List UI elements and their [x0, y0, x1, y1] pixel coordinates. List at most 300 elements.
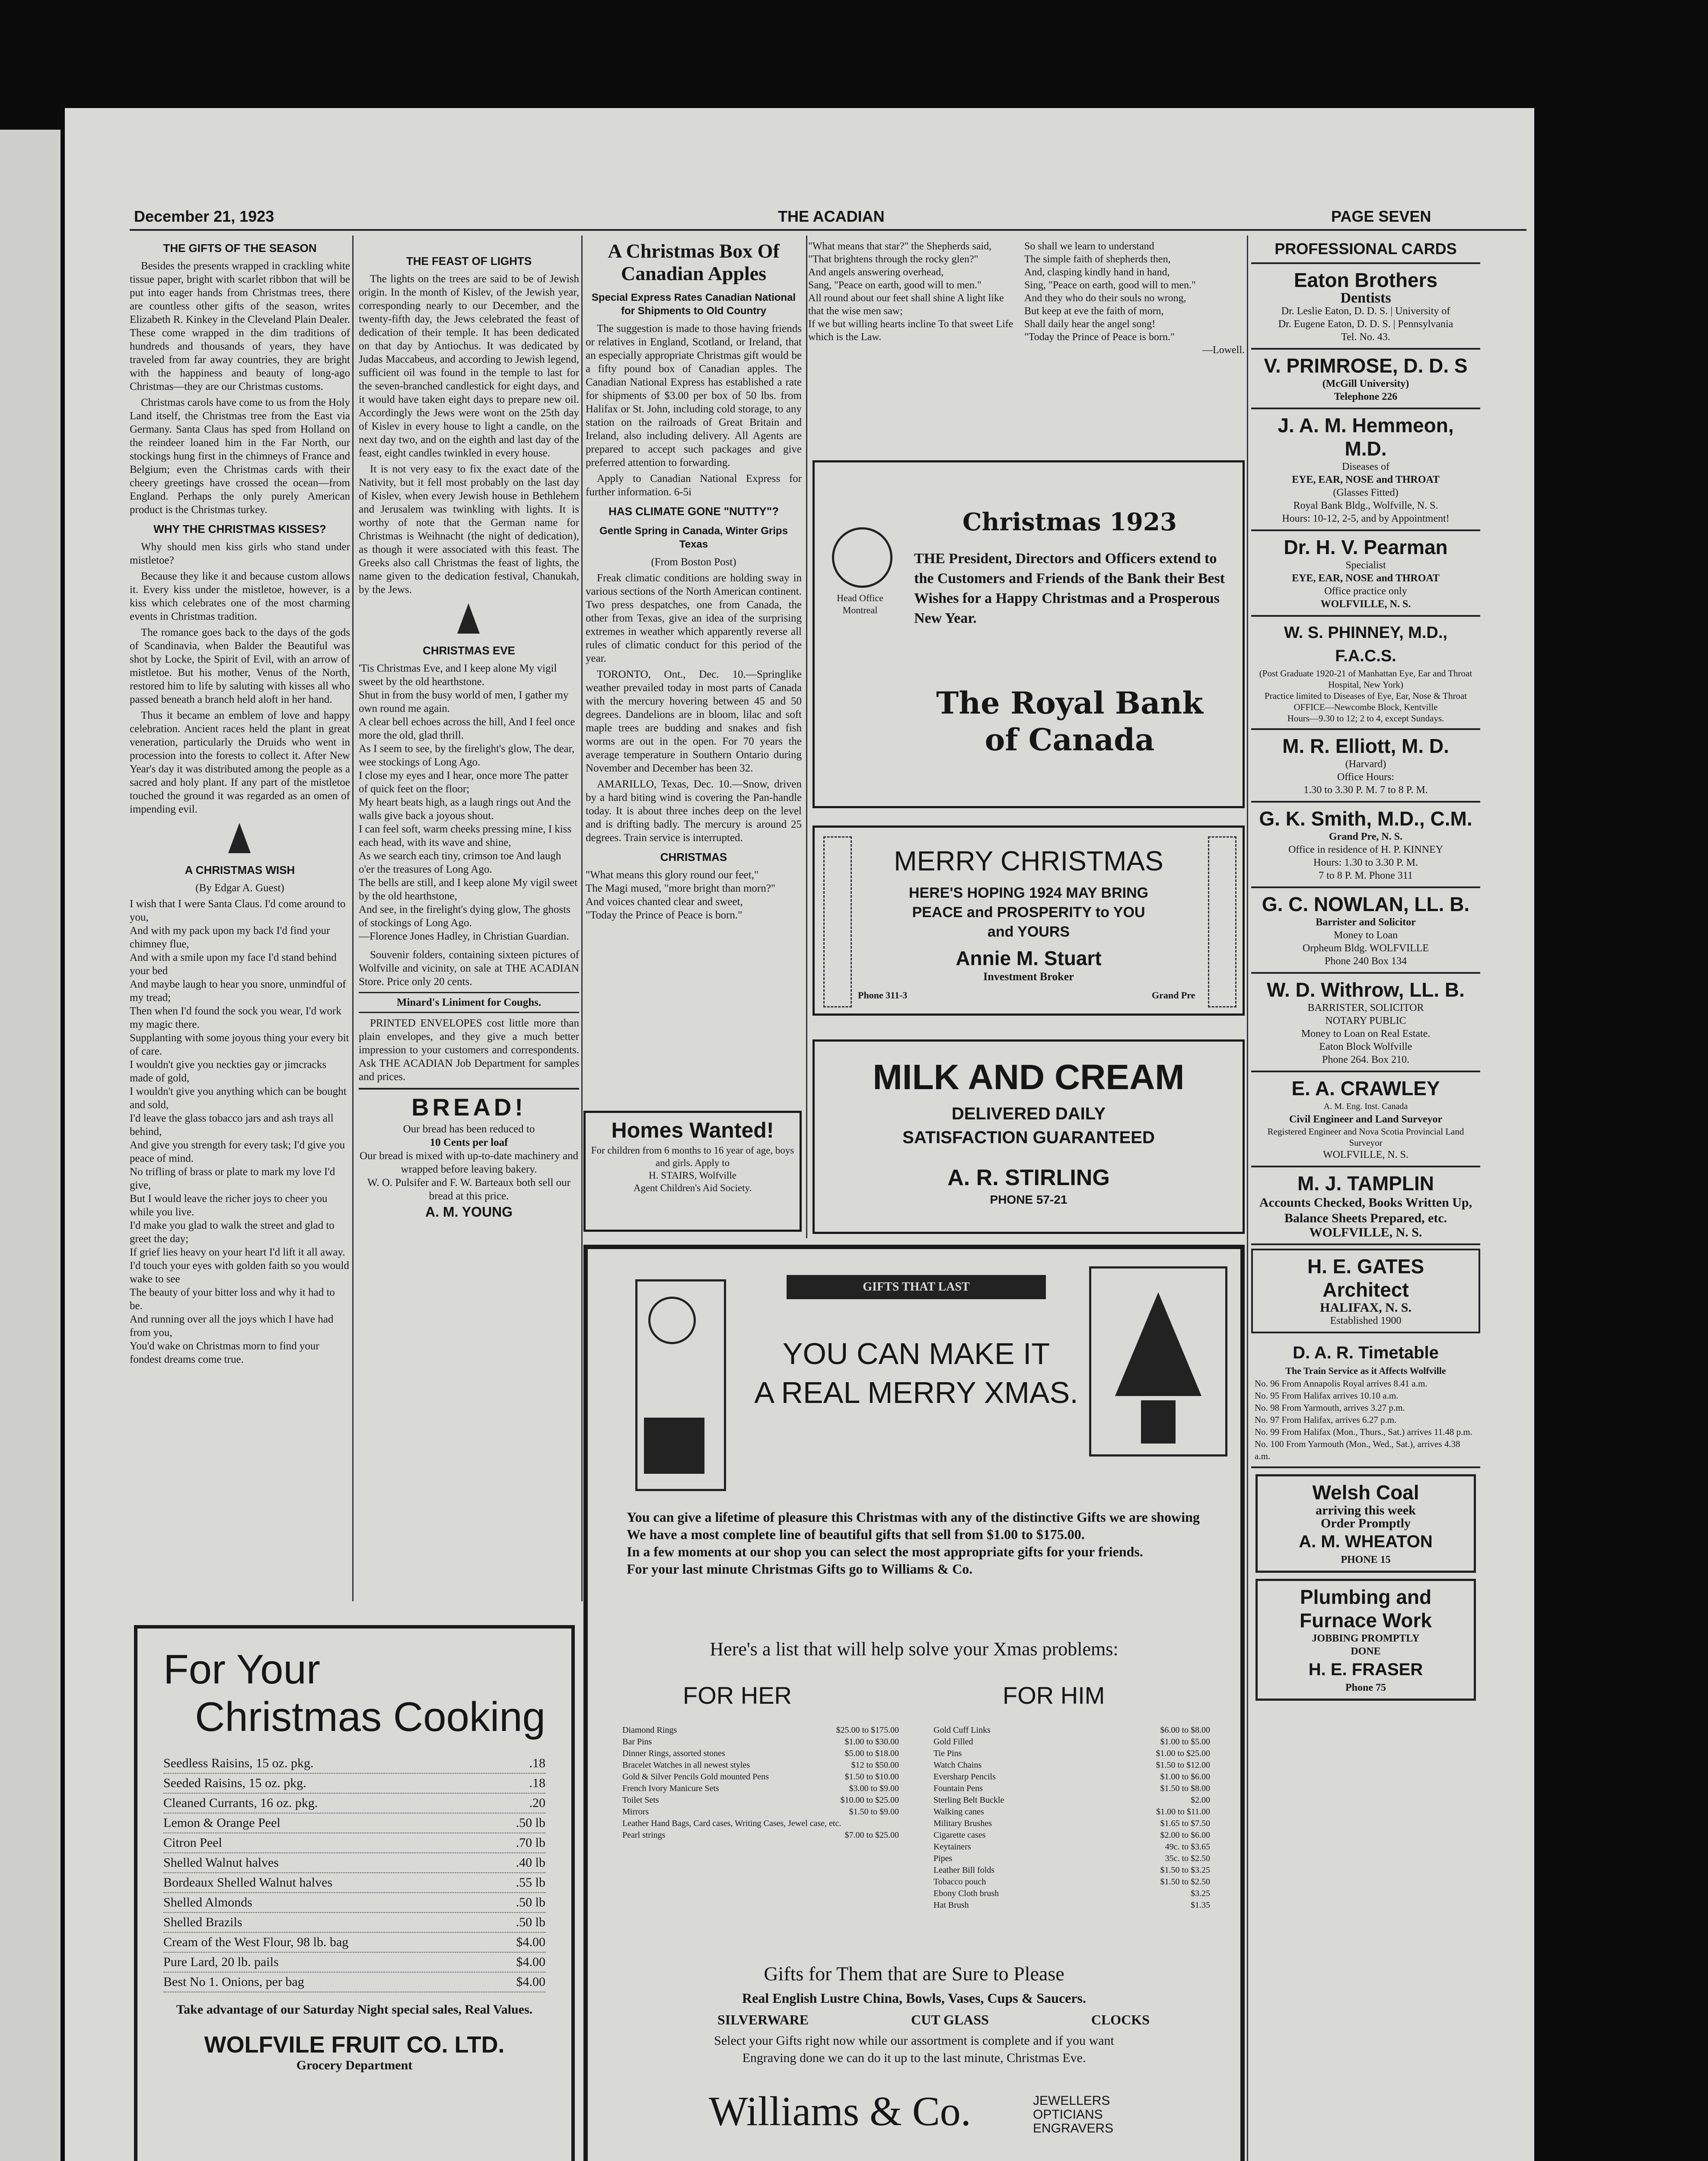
- tree-ornament-2: [359, 599, 579, 638]
- poem-line: And angels answering overhead,: [808, 267, 944, 278]
- price-row: [622, 1783, 899, 1794]
- milk-ad: [813, 1039, 1245, 1234]
- williams-china: Real English Lustre China, Bowls, Vases, Cups & Saucers.: [742, 1990, 1086, 2006]
- feast-p1: The lights on the trees are said to be of Jewish origin. In the month of Kislev, of the Jewish year, corresponding nearly to our December, and the twenty-fifth day, the Jews celebrated the feast of dedication of their temple. It has been dedicated on that day by Antiochus. It was dedicated by Judas Maccabeus, and according to Jewish legend, sufficient oil was found in the temple to last for the seven-branched candlestick for eight days, and it would have taken eight days to prepare new oil. Accordingly the Jews were wont on the 25th day of Kislev in every house to light a candle, on the next day two, and on the eighth and last day of the feast, eight candles twinkled in every house.: [359, 273, 579, 459]
- card-subtitle: Specialist: [1345, 560, 1386, 571]
- wish-title: A CHRISTMAS WISH: [185, 864, 295, 877]
- card-line: Office in residence of H. P. KINNEY: [1288, 844, 1444, 855]
- price-row: [163, 1754, 545, 1774]
- price-row: [163, 1774, 545, 1794]
- holly-border-right: [1208, 836, 1236, 1007]
- item-price: 49c. to $3.65: [1165, 1842, 1210, 1852]
- apples-title: A Christmas Box Of Canadian Apples: [608, 240, 780, 284]
- christmas-poem: [586, 868, 802, 922]
- poem-line: You'd wake on Christmas morn to find your fondest dreams come true.: [130, 1340, 319, 1365]
- item-name: Citron Peel: [163, 1836, 222, 1850]
- price-row: [163, 1873, 545, 1893]
- climate-title: HAS CLIMATE GONE "NUTTY"?: [609, 505, 779, 518]
- item-name: Fountain Pens: [934, 1784, 983, 1793]
- bank-greeting-title: Christmas 1923: [962, 508, 1177, 536]
- card-subtitle: Architect: [1322, 1278, 1409, 1301]
- poem-line: The beauty of your bitter loss and why it had to be.: [130, 1287, 335, 1312]
- item-name: Dinner Rings, assorted stones: [622, 1749, 725, 1758]
- price-row: [934, 1900, 1210, 1911]
- poem-line: And voices chanted clear and sweet,: [586, 896, 743, 908]
- poem-line: And with a smile upon my face I'd stand behind your bed: [130, 952, 337, 977]
- card-pearman: [1251, 531, 1480, 617]
- item-price: $4.00: [516, 1935, 545, 1949]
- card-name: D. A. R. Timetable: [1293, 1343, 1439, 1362]
- card-subtitle: Diseases of: [1342, 461, 1389, 472]
- timetable-row: No. 95 From Halifax arrives 10.10 a.m.: [1255, 1390, 1399, 1401]
- timetable-row: No. 96 From Annapolis Royal arrives 8.41 a.m.: [1255, 1378, 1428, 1389]
- feast-p2: It is not very easy to fix the exact date of the Nativity, but it fell most probably on the last day of Kislev, when every Jewish house in Bethlehem and Jerusalem was twinkling with lights. It is worthy of note that the German name for Christmas is Weihnacht (the night of dedication), as though it were associated with this feast. The Greeks also call Christmas the feast of lights, the name given to the dedication festival, Chanukah, by the Jews.: [359, 463, 579, 596]
- milk-line2: SATISFACTION GUARANTEED: [902, 1128, 1155, 1147]
- price-row: [934, 1876, 1210, 1888]
- price-row: [934, 1759, 1210, 1771]
- card-subtitle: Accounts Checked, Books Written Up, Balance Sheets Prepared, etc.: [1259, 1195, 1472, 1225]
- item-price: $1.00 to $6.00: [1160, 1772, 1210, 1782]
- item-price: .70 lb: [516, 1836, 545, 1850]
- item-name: Cigarette cases: [934, 1830, 986, 1840]
- williams-intro: [627, 1508, 1206, 1578]
- item-name: Best No 1. Onions, per bag: [163, 1975, 304, 1989]
- poem-line: My heart beats high, as a laugh rings out And the walls give back a joyous shout.: [359, 797, 571, 822]
- card-line: Established 1900: [1330, 1315, 1402, 1326]
- card-timetable: [1251, 1337, 1480, 1468]
- item-price: $1.50 to $10.00: [844, 1772, 899, 1782]
- item-price: .50 lb: [516, 1895, 545, 1909]
- category-label: CUT GLASS: [911, 2012, 989, 2027]
- poem-line: I'd leave the glass tobacco jars and ash trays all behind,: [130, 1112, 334, 1138]
- homes-contact: H. STAIRS, Wolfville: [649, 1170, 736, 1181]
- card-line: Dr. Eugene Eaton, D. D. S. | Pennsylvania: [1278, 319, 1453, 330]
- price-row: [163, 1973, 545, 1992]
- item-price: $1.50 to $3.25: [1160, 1865, 1210, 1875]
- williams-sure: Gifts for Them that are Sure to Please: [764, 1963, 1064, 1985]
- shepherds-poem: [808, 240, 1016, 344]
- page-number: PAGE SEVEN: [1331, 207, 1431, 225]
- poem-line: And, clasping kindly hand in hand,: [1024, 267, 1170, 278]
- item-name: Keytainers: [934, 1842, 971, 1852]
- climate-p3: AMARILLO, Texas, Dec. 10.—Snow, driven by a hard biting wind is covering the Pan-handle today. It is about three inches deep on the level and is drifting badly. The mercury is around 25 degrees. Train service is interrupted.: [586, 778, 802, 844]
- item-price: $12 to $50.00: [851, 1760, 899, 1770]
- item-price: $4.00: [516, 1975, 545, 1989]
- item-name: Seeded Raisins, 15 oz. pkg.: [163, 1776, 306, 1790]
- card-gates: [1251, 1249, 1480, 1333]
- card-name: V. PRIMROSE, D. D. S: [1264, 354, 1468, 377]
- item-price: $3.00 to $9.00: [849, 1784, 899, 1793]
- card-line: Dr. Leslie Eaton, D. D. S. | University of: [1281, 306, 1450, 317]
- apples-p2: Apply to Canadian National Express for further information. 6-5i: [586, 473, 802, 498]
- gifts-p1: Besides the presents wrapped in crackling white tissue paper, bright with scarlet ribbon that will be put into eager hands from Christmas trees, there are countless other gifts of the season, writes Elizabeth R. Kinkey in the Cleveland Plain Dealer. These come wrapped in the dim traditions of hundreds and thousands of years, they have traveled from far away countries, they are bright with the happiness and beauty of long-ago Christmas—they are our Christmas customs.: [130, 260, 350, 392]
- bread-line1: Our bread has been reduced to: [403, 1123, 535, 1135]
- item-price: $2.00: [1191, 1795, 1210, 1805]
- card-subtitle: Barrister and Solicitor: [1316, 917, 1416, 928]
- price-row: [622, 1736, 899, 1748]
- card-line: JOBBING PROMPTLY: [1312, 1633, 1420, 1644]
- stuart-line2: PEACE and PROSPERITY to YOU: [912, 904, 1145, 921]
- card-line: Tel. No. 43.: [1341, 331, 1390, 343]
- item-name: Shelled Brazils: [163, 1915, 242, 1929]
- price-row: [934, 1830, 1210, 1841]
- poem-line: If we but willing hearts incline To that sweet Life which is the Law.: [808, 319, 1013, 343]
- card-merchant: A. M. WHEATON: [1299, 1532, 1433, 1551]
- price-row: [934, 1806, 1210, 1818]
- card-name: W. S. PHINNEY, M.D., F.A.C.S.: [1284, 624, 1447, 665]
- card-name: M. J. TAMPLIN: [1297, 1172, 1434, 1195]
- royal-bank-ad: [813, 460, 1245, 808]
- bread-title: BREAD!: [411, 1093, 526, 1121]
- item-name: Cream of the West Flour, 98 lb. bag: [163, 1935, 349, 1949]
- williams-p2: We have a most complete line of beautiful gifts that sell from $1.00 to $175.00.: [627, 1527, 1085, 1542]
- stuart-title: MERRY CHRISTMAS: [894, 845, 1163, 877]
- for-her-heading: FOR HER: [683, 1682, 792, 1709]
- item-name: Seedless Raisins, 15 oz. pkg.: [163, 1756, 314, 1770]
- trade-label: JEWELLERS: [1033, 2094, 1110, 2108]
- price-row: [934, 1841, 1210, 1853]
- price-row: [934, 1783, 1210, 1794]
- card-line: EYE, EAR, NOSE and THROAT: [1292, 573, 1440, 584]
- card-tamplin: [1251, 1167, 1480, 1245]
- bank-name-2: of Canada: [985, 722, 1155, 758]
- card-withrow: [1251, 974, 1480, 1072]
- item-price: $1.50 to $8.00: [1160, 1784, 1210, 1793]
- fruit-co-ad: [134, 1625, 575, 2161]
- bank-name-1: The Royal Bank: [936, 685, 1203, 721]
- item-name: Military Brushes: [934, 1819, 992, 1828]
- item-price: $1.00 to $25.00: [1156, 1749, 1210, 1758]
- item-name: Eversharp Pencils: [934, 1772, 996, 1782]
- card-phone: Phone 75: [1345, 1682, 1386, 1693]
- for-her-list: [622, 1724, 899, 1841]
- item-price: $3.25: [1191, 1889, 1210, 1898]
- card-nowlan: [1251, 888, 1480, 974]
- card-subtitle: The Train Service as it Affects Wolfville: [1285, 1365, 1446, 1376]
- poem-line: I'd touch your eyes with golden faith so you would wake to see: [130, 1260, 349, 1285]
- item-name: Gold Filled: [934, 1737, 973, 1747]
- price-row: [163, 1953, 545, 1973]
- card-line: WOLFVILLE, N. S.: [1309, 1225, 1422, 1240]
- poem-line: "Today the Prince of Peace is born.": [586, 909, 742, 921]
- price-row: [163, 1794, 545, 1814]
- bread-line3: Our bread is mixed with up-to-date machinery and wrapped before leaving bakery.: [359, 1150, 579, 1175]
- poem-line: So shall we learn to understand: [1024, 241, 1154, 252]
- card-phinney: [1251, 617, 1480, 730]
- bread-ad: [359, 1088, 579, 1219]
- gifts-tag: GIFTS THAT LAST: [787, 1275, 1046, 1299]
- card-line: (Glasses Fitted): [1333, 487, 1399, 498]
- card-name: J. A. M. Hemmeon, M.D.: [1278, 414, 1454, 460]
- milk-name: A. R. STIRLING: [947, 1165, 1110, 1190]
- card-line: Royal Bank Bldg., Wolfville, N. S.: [1293, 500, 1438, 511]
- bank-crest-icon: [832, 527, 892, 588]
- card-line: Office practice only: [1324, 586, 1407, 597]
- card-line: OFFICE—Newcombe Block, Kentville: [1294, 702, 1438, 712]
- card-primrose: [1251, 350, 1480, 409]
- kisses-p3: The romance goes back to the days of the gods of Scandinavia, when Balder the Beautiful was shot by Locke, the Spirit of Evil, with an arrow of mistletoe. But his mother, Venus of the North, restored him to life by saluting with kisses all who passed beneath a branch held aloft in her hand.: [130, 627, 350, 705]
- item-price: .55 lb: [516, 1875, 545, 1890]
- timetable-row: No. 97 From Halifax, arrives 6.27 p.m.: [1255, 1415, 1397, 1425]
- fruit-price-list: [163, 1754, 545, 1992]
- price-row: [622, 1748, 899, 1759]
- item-price: $4.00: [516, 1955, 545, 1969]
- price-row: [934, 1853, 1210, 1865]
- card-subtitle: (Harvard): [1345, 759, 1386, 770]
- homes-wanted-ad: [583, 1111, 802, 1232]
- item-name: Hat Brush: [934, 1900, 969, 1910]
- gifts-p2: Christmas carols have come to us from the Holy Land itself, the Christmas tree from the East via Germany. Santa Claus has sped from Holland on the reindeer loaned him in the Far North, our stockings hung first in the chimneys of France and Belgium; even the Christmas cards with their cheery greetings have crossed the ocean—from England. Perhaps the only purely American product is the Christmas turkey.: [130, 397, 350, 516]
- item-name: Sterling Belt Buckle: [934, 1795, 1004, 1805]
- apples-p1: The suggestion is made to those having friends or relatives in England, Scotland, or Ireland, that an especially appropriate Christmas gift would be a fifty pound box of Canadian apples. The Canadian National Express has established a rate for shipments of $3.00 per box of 50 lbs. from Halifax or St. John, including cold storage, to any station on the railroads of Great Britain and Ireland, also including delivery. All Agents are prepared to accept such packages and give preferred attention to forwarding.: [586, 323, 802, 469]
- poem-line: Then when I'd found the sock you wear, I'd work my magic there.: [130, 1005, 341, 1030]
- santa-illustration-icon: [609, 1271, 739, 1504]
- card-fraser: [1256, 1579, 1476, 1701]
- card-line: Telephone 226: [1334, 391, 1398, 402]
- eve-poem: [359, 662, 579, 943]
- item-price: 35c. to $2.50: [1165, 1854, 1210, 1863]
- card-line: Money to Loan: [1334, 930, 1398, 941]
- homes-org: Agent Children's Aid Society.: [633, 1182, 752, 1193]
- timetable-row: No. 98 From Yarmouth, arrives 3.27 p.m.: [1255, 1402, 1405, 1413]
- price-row: [934, 1771, 1210, 1783]
- item-price: .18: [529, 1776, 545, 1790]
- williams-headline-1: YOU CAN MAKE IT: [782, 1337, 1050, 1371]
- card-line: 1.30 to 3.30 P. M. 7 to 8 P. M.: [1303, 784, 1428, 796]
- poem-line: I wouldn't give you anything which can be bought and sold,: [130, 1086, 347, 1111]
- poem-line: Shut in from the busy world of men, I gather my own round me again.: [359, 689, 569, 714]
- item-price: $1.00 to $30.00: [844, 1737, 899, 1747]
- card-name: G. C. NOWLAN, LL. B.: [1262, 893, 1470, 915]
- card-line: Orpheum Bldg. WOLFVILLE: [1302, 943, 1429, 954]
- williams-name: Williams & Co.: [709, 2088, 971, 2134]
- fruit-dept: Grocery Department: [296, 2058, 413, 2072]
- climate-subtitle: Gentle Spring in Canada, Winter Grips Texas: [599, 525, 788, 550]
- card-name: W. D. Withrow, LL. B.: [1267, 979, 1465, 1001]
- stuart-place: Grand Pre: [1152, 990, 1195, 1001]
- timetable-row: No. 99 From Halifax (Mon., Thurs., Sat.) arrives 11.48 p.m.: [1255, 1427, 1472, 1437]
- feast-title: THE FEAST OF LIGHTS: [406, 255, 532, 268]
- item-price: $1.65 to $7.50: [1160, 1819, 1210, 1828]
- poem-line: I'd make you glad to walk the street and glad to greet the day;: [130, 1220, 335, 1245]
- item-price: .20: [529, 1796, 545, 1810]
- card-line: Phone 240 Box 134: [1324, 956, 1407, 967]
- item-name: French Ivory Manicure Sets: [622, 1784, 719, 1793]
- poem-line: Supplanting with some joyous thing your every bit of care.: [130, 1032, 349, 1057]
- card-line: Phone 264. Box 210.: [1322, 1054, 1409, 1065]
- price-row: [934, 1794, 1210, 1806]
- homes-title: Homes Wanted!: [611, 1118, 774, 1142]
- column-1: [130, 236, 350, 1601]
- item-name: Shelled Almonds: [163, 1895, 252, 1909]
- item-name: Watch Chains: [934, 1760, 982, 1770]
- item-price: $1.00 to $5.00: [1160, 1737, 1210, 1747]
- card-name: Eaton Brothers: [1294, 269, 1438, 291]
- stuart-name: Annie M. Stuart: [956, 947, 1102, 969]
- poem-line: I close my eyes and I hear, once more The patter of quick feet on the floor;: [359, 770, 569, 795]
- poem-line: The Magi mused, "more bright than morn?": [586, 883, 776, 894]
- homes-body: For children from 6 months to 16 year of age, boys and girls. Apply to: [591, 1145, 794, 1168]
- item-price: $7.00 to $25.00: [844, 1830, 899, 1840]
- card-name: Dr. H. V. Pearman: [1284, 536, 1448, 558]
- item-price: $6.00 to $8.00: [1160, 1725, 1210, 1735]
- price-row: [934, 1865, 1210, 1876]
- price-row: [163, 1933, 545, 1953]
- price-row: [934, 1724, 1210, 1736]
- item-name: Shelled Walnut halves: [163, 1855, 279, 1870]
- column-rule: [352, 236, 354, 1601]
- item-name: Toilet Sets: [622, 1795, 659, 1805]
- price-row: [622, 1771, 899, 1783]
- card-line: NOTARY PUBLIC: [1325, 1015, 1406, 1026]
- stuart-phone: Phone 311-3: [858, 990, 908, 1001]
- fruit-title-1: For Your: [163, 1646, 320, 1692]
- price-row: [622, 1724, 899, 1736]
- poem-line: Shall daily hear the angel song!: [1024, 319, 1156, 330]
- williams-ad: [583, 1245, 1245, 2161]
- card-name: Welsh Coal: [1312, 1481, 1419, 1504]
- card-line: Civil Engineer and Land Surveyor: [1289, 1114, 1443, 1125]
- column-3: [586, 240, 802, 1230]
- poem-line: "That brightens through the rocky glen?": [808, 254, 978, 265]
- kisses-p2: Because they like it and because custom allows it. Every kiss under the mistletoe, however, is a kiss which celebrates one of the most charming events in Christmas tradition.: [130, 571, 350, 622]
- card-name: G. K. Smith, M.D., C.M.: [1259, 807, 1472, 830]
- item-name: Leather Bill folds: [934, 1865, 995, 1875]
- williams-p3: In a few moments at our shop you can select the most appropriate gifts for your friends.: [627, 1544, 1143, 1559]
- christmas-tree-illustration-icon: [1089, 1266, 1227, 1457]
- card-subtitle: (McGill University): [1322, 378, 1409, 389]
- card-line: Hours: 10-12, 2-5, and by Appointment!: [1282, 513, 1450, 524]
- kisses-p1: Why should men kiss girls who stand under mistletoe?: [130, 541, 350, 566]
- card-name: H. E. GATES: [1307, 1255, 1424, 1278]
- price-row: [622, 1818, 899, 1830]
- cards-header: PROFESSIONAL CARDS: [1251, 236, 1480, 264]
- bread-line2: 10 Cents per loaf: [430, 1137, 508, 1148]
- minards-ad: Minard's Liniment for Coughs.: [359, 992, 579, 1013]
- stuart-ad: [813, 826, 1245, 1016]
- poem-line: And maybe laugh to hear you snore, unmindful of my tread;: [130, 979, 346, 1004]
- price-row: [163, 1853, 545, 1873]
- item-price: $5.00 to $18.00: [844, 1749, 899, 1758]
- item-name: Bracelet Watches in all newest styles: [622, 1760, 750, 1770]
- williams-p4: For your last minute Christmas Gifts go to Williams & Co.: [627, 1561, 973, 1577]
- price-row: [934, 1818, 1210, 1830]
- williams-select-1: Select your Gifts right now while our assortment is complete and if you want: [714, 2034, 1114, 2048]
- williams-trades: [1033, 2094, 1113, 2136]
- wish-poem: [130, 897, 350, 1366]
- milk-phone: PHONE 57-21: [990, 1193, 1068, 1206]
- poem-line: —Florence Jones Hadley, in Christian Guardian.: [359, 931, 569, 942]
- item-name: Cleaned Currants, 16 oz. pkg.: [163, 1796, 318, 1810]
- card-crawley: [1251, 1072, 1480, 1167]
- tree-ornament-1: [130, 819, 350, 857]
- price-row: [934, 1888, 1210, 1900]
- item-price: .50 lb: [516, 1915, 545, 1929]
- poem-line: And see, in the firelight's dying glow, The ghosts of stockings of Long Ago.: [359, 904, 570, 929]
- card-merchant: H. E. FRASER: [1308, 1660, 1423, 1679]
- item-price: $1.50 to $2.50: [1160, 1877, 1210, 1887]
- item-name: Bordeaux Shelled Walnut halves: [163, 1875, 333, 1890]
- card-line: Hours—9.30 to 12; 2 to 4, except Sundays.: [1287, 713, 1444, 724]
- card-line: 7 to 8 P. M. Phone 311: [1319, 870, 1413, 881]
- stuart-line3: and YOURS: [987, 924, 1070, 940]
- card-subtitle: Dentists: [1340, 290, 1391, 306]
- card-name: Plumbing and: [1300, 1586, 1432, 1608]
- poem-line: Sang, "Peace on earth, good will to men.": [808, 280, 981, 291]
- item-price: .50 lb: [516, 1816, 545, 1830]
- card-line: Hours: 1.30 to 3.30 P. M.: [1313, 857, 1418, 868]
- card-line: EYE, EAR, NOSE and THROAT: [1292, 474, 1440, 485]
- kisses-title: WHY THE CHRISTMAS KISSES?: [153, 523, 326, 535]
- trade-label: OPTICIANS: [1033, 2107, 1103, 2122]
- card-subtitle: BARRISTER, SOLICITOR: [1307, 1002, 1424, 1014]
- bread-merchant: A. M. YOUNG: [425, 1204, 513, 1220]
- price-row: [163, 1893, 545, 1913]
- item-price: $1.50 to $12.00: [1156, 1760, 1210, 1770]
- poem-line: And with my pack upon my back I'd find your chimney flue,: [130, 925, 330, 950]
- card-coal: [1256, 1474, 1476, 1573]
- apples-subtitle: Special Express Rates Canadian National for Shipments to Old Country: [591, 292, 796, 317]
- card-subtitle: Grand Pre, N. S.: [1329, 831, 1403, 842]
- card-line: Eaton Block Wolfville: [1319, 1041, 1412, 1052]
- item-name: Gold Cuff Links: [934, 1725, 991, 1735]
- price-row: [934, 1748, 1210, 1759]
- column-rule: [1247, 236, 1248, 2161]
- item-name: Pipes: [934, 1854, 953, 1863]
- gifts-title: THE GIFTS OF THE SEASON: [163, 242, 317, 255]
- poem-line: I wish that I were Santa Claus. I'd come around to you,: [130, 898, 346, 923]
- item-name: Pure Lard, 20 lb. pails: [163, 1955, 279, 1969]
- poem-line: 'Tis Christmas Eve, and I keep alone My vigil sweet by the old hearthstone.: [359, 663, 557, 688]
- card-line: Money to Loan on Real Estate.: [1301, 1028, 1431, 1039]
- trade-label: ENGRAVERS: [1033, 2121, 1114, 2136]
- poem-line: The bells are still, and I keep alone My vigil sweet by the old hearthstone,: [359, 877, 578, 902]
- milk-line1: DELIVERED DAILY: [951, 1104, 1106, 1123]
- item-name: Diamond Rings: [622, 1725, 677, 1735]
- climate-p1: Freak climatic conditions are holding sway in various sections of the North American continent. Two press despatches, one from Canada, the other from Texas, give an idea of the surprising extremes in weather which apparently reverse all rules of climatic conduct for this period of the year.: [586, 572, 802, 664]
- fruit-name: WOLFVILE FRUIT CO. LTD.: [204, 2032, 505, 2058]
- poem-line: I can feel soft, warm cheeks pressing mine, I kiss each head, with its wave and shine,: [359, 823, 572, 848]
- poem-line: All round about our feet shall shine A light like that the wise men saw;: [808, 293, 1004, 317]
- category-label: SILVERWARE: [717, 2012, 809, 2027]
- price-row: [934, 1736, 1210, 1748]
- poem-line: "What means this glory round our feet,": [586, 869, 759, 881]
- poem-line: A clear bell echoes across the hill, And I feel once more the old, glad thrill.: [359, 716, 575, 741]
- card-line: Practice limited to Diseases of Eye, Ear, Nose & Throat: [1264, 691, 1467, 701]
- card-phone: PHONE 15: [1341, 1554, 1391, 1565]
- item-price: .40 lb: [516, 1855, 545, 1870]
- item-name: Leather Hand Bags, Card cases, Writing Cases, Jewel case, etc.: [622, 1819, 841, 1828]
- williams-list-head: Here's a list that will help solve your Xmas problems:: [710, 1638, 1118, 1660]
- item-name: Lemon & Orange Peel: [163, 1816, 280, 1830]
- milk-title: MILK AND CREAM: [873, 1058, 1185, 1097]
- price-row: [622, 1806, 899, 1818]
- item-price: $10.00 to $25.00: [840, 1795, 899, 1805]
- card-line: HALIFAX, N. S.: [1320, 1300, 1412, 1315]
- card-line: WOLFVILLE, N. S.: [1323, 1149, 1408, 1160]
- price-row: [622, 1759, 899, 1771]
- item-name: Bar Pins: [622, 1737, 652, 1747]
- envelopes-ad: PRINTED ENVELOPES cost little more than plain envelopes, and they give a much better impression to your customers and correspondents. Ask THE ACADIAN Job Department for samples and prices.: [359, 1017, 579, 1083]
- poem-line: No trifling of brass or plate to mark my love I'd give,: [130, 1166, 335, 1191]
- eve-title: CHRISTMAS EVE: [423, 644, 515, 657]
- souvenir-notice: Souvenir folders, containing sixteen pictures of Wolfville and vicinity, on sale at THE ACADIAN Store. Price only 20 cents.: [359, 949, 579, 988]
- poem-line: As we search each tiny, crimson toe And laugh o'er the treasures of Long Ago.: [359, 850, 561, 875]
- price-row: [622, 1794, 899, 1806]
- header-rule: [130, 229, 1526, 231]
- bank-head-office: Head Office Montreal: [837, 593, 883, 615]
- poem-line: And they who do their souls no wrong,: [1024, 293, 1186, 304]
